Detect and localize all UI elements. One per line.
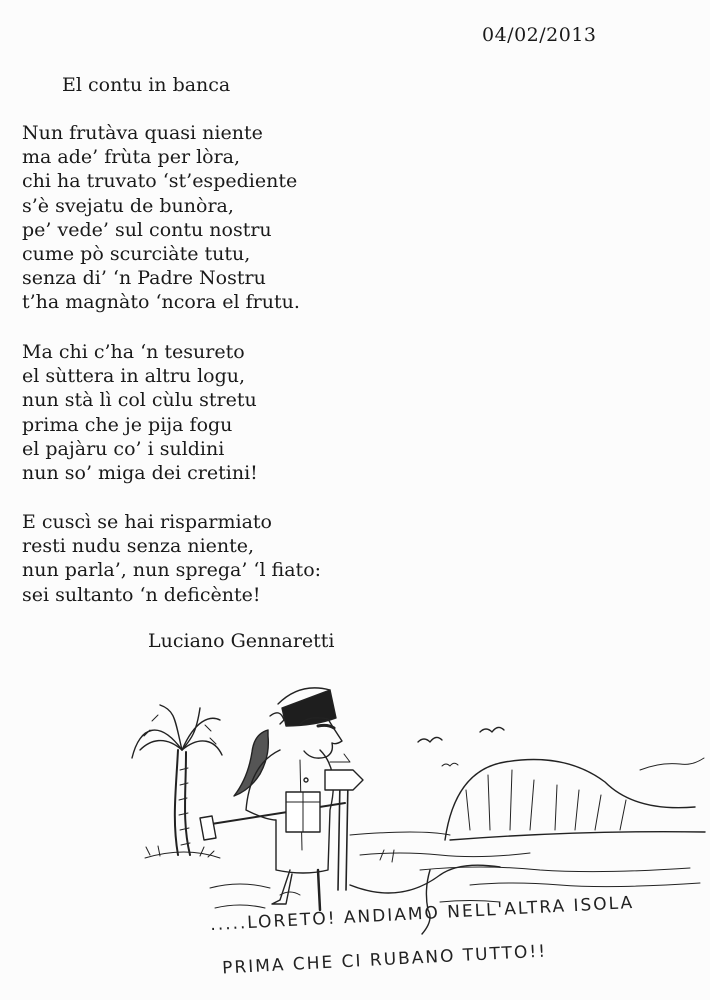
- verse-line: t’ha magnàto ‘ncora el frutu.: [22, 291, 300, 314]
- pirate-drawing: [200, 688, 345, 910]
- verse-line: chi ha truvato ‘st’espediente: [22, 170, 298, 193]
- island-drawing: [445, 758, 705, 840]
- verse-line: ma ade’ frùta per lòra,: [22, 146, 241, 169]
- verse-line: nun parla’, nun sprega’ ‘l fiato:: [22, 559, 322, 582]
- verse-line: el sùttera in altru logu,: [22, 365, 246, 388]
- verse-line: prima che je pija fogu: [22, 413, 233, 436]
- bird-drawing: [442, 763, 458, 766]
- verse-line: Ma chi c’ha ‘n tesureto: [22, 341, 245, 363]
- signpost-drawing: [325, 754, 363, 890]
- poem-title: El contu in banca: [62, 74, 231, 96]
- verse-line: s’è svejatu de bunòra,: [22, 194, 234, 217]
- bird-drawing: [418, 737, 442, 742]
- verse-line: cume pò scurciàte tutu,: [22, 243, 251, 266]
- verse-line: pe’ vede’ sul contu nostru: [22, 218, 272, 241]
- verse-line: nun stà lì col cùlu stretu: [22, 389, 257, 412]
- stanza-1: [22, 121, 300, 315]
- verse-line: resti nudu senza niente,: [22, 535, 255, 558]
- date: 04/02/2013: [482, 24, 597, 46]
- author-signature: Luciano Gennaretti: [148, 630, 335, 652]
- verse-line: Nun frutàva quasi niente: [22, 122, 263, 144]
- verse-line: el pajàru co’ i suldini: [22, 437, 225, 460]
- verse-line: senza di’ ‘n Padre Nostru: [22, 267, 266, 290]
- verse-line: E cuscì se hai risparmiato: [22, 511, 272, 533]
- stanza-2: [22, 340, 258, 485]
- cartoon-caption-line-2: PRIMA CHE CI RUBANO TUTTO!!: [221, 941, 548, 979]
- verse-line: nun so’ miga dei cretini!: [22, 462, 258, 485]
- bird-drawing: [480, 727, 504, 732]
- cartoon-caption-line-1: .....LORETO! ANDIAMO NELL'ALTRA ISOLA: [209, 892, 635, 936]
- verse-line: sei sultanto ‘n deficènte!: [22, 583, 261, 606]
- stanza-3: [22, 510, 321, 607]
